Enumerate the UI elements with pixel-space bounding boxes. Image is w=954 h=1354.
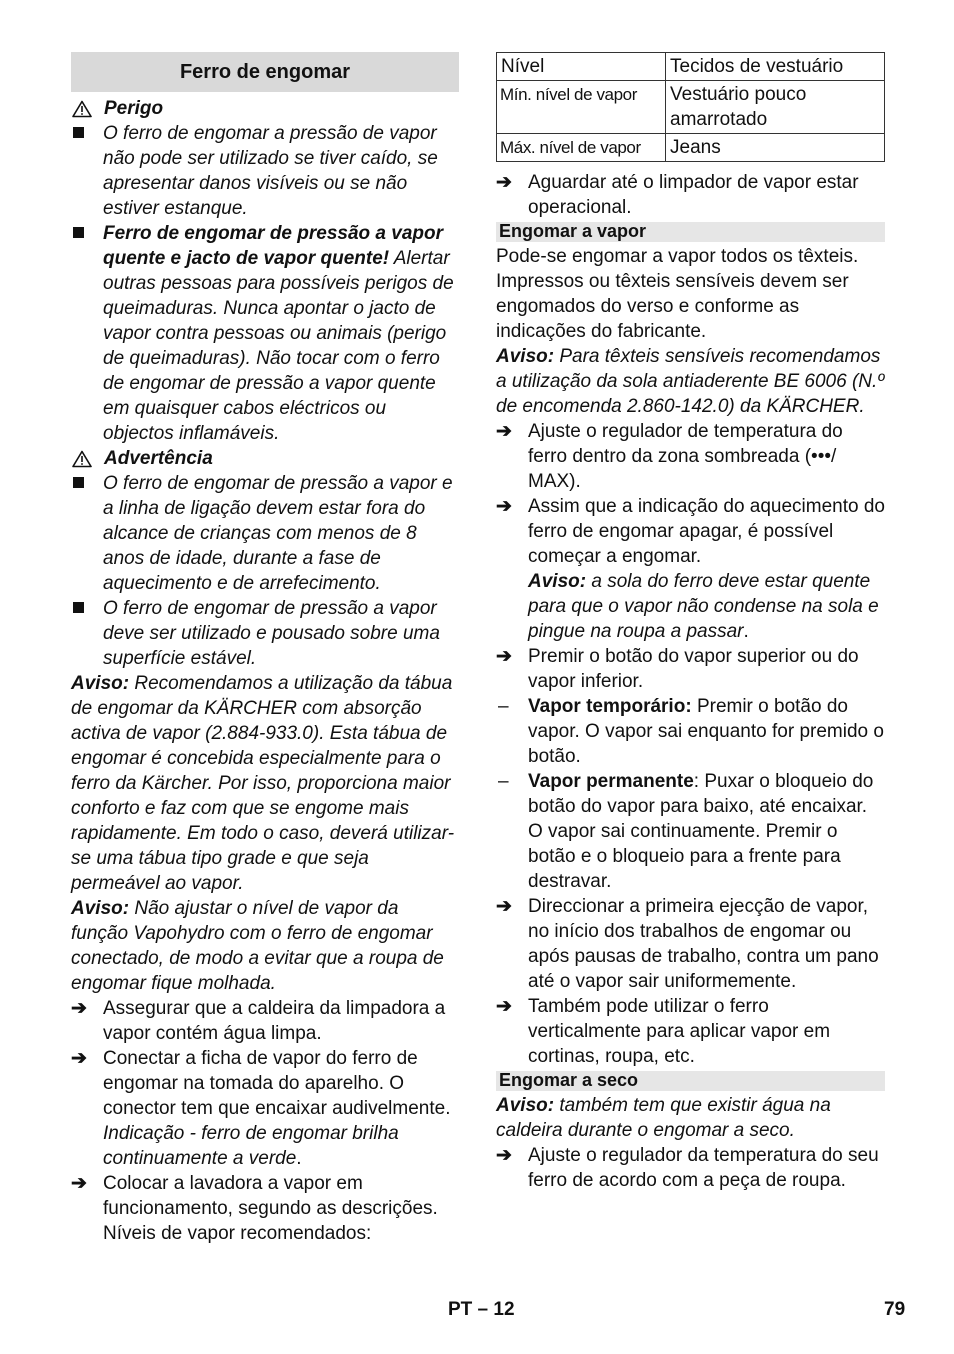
step-5-text: Ajuste o regulador de temperatura do ferro dentro da zona sombreada (•••/ MAX). xyxy=(528,421,843,492)
danger-heading-text: Perigo xyxy=(104,98,164,119)
option-permanent-text xyxy=(528,769,885,894)
danger-heading xyxy=(71,96,459,121)
arrow-right-icon: ➔ xyxy=(496,496,512,517)
section-title: Ferro de engomar xyxy=(71,52,459,92)
table-cell: Máx. nível de vapor xyxy=(497,134,666,162)
note-dry-ironing xyxy=(496,1093,885,1143)
note-sole xyxy=(496,344,885,419)
table-row xyxy=(497,81,885,134)
note-text: a sola do ferro deve estar quente para que o vapor não condense na sola e pingue na roupa a passar xyxy=(528,571,879,642)
step-6-end: . xyxy=(743,621,749,642)
note-vapohydro xyxy=(71,896,459,996)
warning-heading xyxy=(71,446,459,471)
table-cell: Jeans xyxy=(666,134,885,162)
step-9-text: Também pode utilizar o ferro verticalmente para aplicar vapor em cortinas, roupa, etc. xyxy=(528,996,831,1067)
note-label: Aviso: xyxy=(71,898,130,919)
step-2-main: Conectar a ficha de vapor do ferro de engomar na tomada do aparelho. O conector tem que encaixar audivelmente. xyxy=(103,1048,451,1119)
table-header-level: Nível xyxy=(497,53,666,81)
note-label: Aviso: xyxy=(528,571,587,592)
subheading-steam-ironing: Engomar a vapor xyxy=(496,222,885,242)
footer-page-label: PT – 12 xyxy=(448,1299,515,1320)
arrow-right-icon: ➔ xyxy=(496,1145,512,1166)
danger-item-1-text: O ferro de engomar a pressão de vapor não pode ser utilizado se tiver caído, se apresentar danos visíveis ou se não estiver estanque. xyxy=(103,123,438,219)
footer-page-number: 79 xyxy=(884,1299,906,1320)
warning-triangle-icon xyxy=(72,100,92,118)
option-text: : Puxar o bloqueio do botão do vapor para baixo, até encaixar. O vapor sai continuamente. Premir o botão e o bloqueio para a frente para destravar. xyxy=(528,771,874,892)
note-text: também tem que existir água na caldeira durante o engomar a seco. xyxy=(496,1095,831,1141)
dash-bullet: – xyxy=(498,696,509,717)
right-column xyxy=(496,52,885,1193)
arrow-right-icon: ➔ xyxy=(71,1173,87,1194)
option-temporary-steam xyxy=(496,694,885,769)
subheading-dry-ironing: Engomar a seco xyxy=(496,1071,885,1091)
step-2-end: . xyxy=(296,1148,302,1169)
table-row xyxy=(497,134,885,162)
option-label: Vapor permanente xyxy=(528,771,694,792)
step-1-text: Assegurar que a caldeira da limpadora a vapor contém água limpa. xyxy=(103,998,446,1044)
step-2-indication: Indicação - ferro de engomar brilha continuamente a verde xyxy=(103,1123,399,1169)
note-text: Para têxteis sensíveis recomendamos a utilização da sola antiaderente BE 6006 (N.º de encomenda 2.860-142.0) da KÄRCHER. xyxy=(496,346,885,417)
warning-item-1-text: O ferro de engomar de pressão a vapor e a linha de ligação devem estar fora do alcance de crianças com menos de 8 anos de idade, durante a fase de aquecimento e de arrefecimento. xyxy=(103,473,453,594)
step-6-text xyxy=(528,494,885,644)
option-text: Premir o botão do vapor. O vapor sai enquanto for premido o botão. xyxy=(528,696,884,767)
step-6-note xyxy=(528,571,879,642)
warning-item-1 xyxy=(71,471,459,596)
square-bullet-icon xyxy=(71,121,103,221)
option-label: Vapor temporário: xyxy=(528,696,692,717)
step-7 xyxy=(496,644,885,694)
step-2 xyxy=(71,1046,459,1171)
arrow-right-icon: ➔ xyxy=(496,996,512,1017)
table-cell: Vestuário pouco amarrotado xyxy=(666,81,885,134)
step-7-text: Premir o botão do vapor superior ou do vapor inferior. xyxy=(528,646,859,692)
option-permanent-steam xyxy=(496,769,885,894)
table-cell: Mín. nível de vapor xyxy=(497,81,666,134)
arrow-right-icon: ➔ xyxy=(496,646,512,667)
square-bullet-icon xyxy=(71,221,103,446)
step-1 xyxy=(71,996,459,1046)
table-header-fabrics: Tecidos de vestuário xyxy=(666,53,885,81)
warning-item-2-text: O ferro de engomar de pressão a vapor deve ser utilizado e pousado sobre uma superfície estável. xyxy=(103,598,440,669)
step-10-text: Ajuste o regulador da temperatura do seu ferro de acordo com a peça de roupa. xyxy=(528,1145,879,1191)
left-column xyxy=(71,52,459,1246)
dash-bullet: – xyxy=(498,771,509,792)
step-9 xyxy=(496,994,885,1069)
table-header-row xyxy=(497,53,885,81)
step-4-text: Aguardar até o limpador de vapor estar operacional. xyxy=(528,172,859,218)
step-2-text xyxy=(103,1046,459,1171)
step-8-text: Direccionar a primeira ejecção de vapor, no início dos trabalhos de engomar ou após pausas de trabalho, contra um pano até o vapor sair uniformemente. xyxy=(528,896,879,992)
note-label: Aviso: xyxy=(496,346,555,367)
note-label: Aviso: xyxy=(496,1095,555,1116)
arrow-right-icon: ➔ xyxy=(71,998,87,1019)
step-8 xyxy=(496,894,885,994)
step-4 xyxy=(496,170,885,220)
danger-item-2 xyxy=(71,221,459,446)
warning-triangle-icon xyxy=(72,450,92,468)
note-ironing-board xyxy=(71,671,459,896)
step-6 xyxy=(496,494,885,644)
note-label: Aviso: xyxy=(71,673,130,694)
danger-item-2-bold: Ferro de engomar de pressão a vapor quente e jacto de vapor quente! xyxy=(103,223,444,269)
square-bullet-icon xyxy=(71,471,103,596)
arrow-right-icon: ➔ xyxy=(496,172,512,193)
danger-item-2-rest: Alertar outras pessoas para possíveis perigos de queimaduras. Nunca apontar o jacto de vapor contra pessoas ou animais (perigo de queimaduras). Não tocar com o ferro de engomar de pressão a vapor quente em quaisquer cabos eléctricos ou objectos inflamáveis. xyxy=(103,248,454,444)
step-3-text: Colocar a lavadora a vapor em funcionamento, segundo as descrições. Níveis de vapor recomendados: xyxy=(103,1173,438,1244)
step-3 xyxy=(71,1171,459,1246)
step-5 xyxy=(496,419,885,494)
square-bullet-icon xyxy=(71,596,103,671)
steam-ironing-paragraph: Pode-se engomar a vapor todos os têxteis. Impressos ou têxteis sensíveis devem ser engomados do verso e conforme as indicações do fabricante. xyxy=(496,246,859,342)
arrow-right-icon: ➔ xyxy=(71,1048,87,1069)
note-text: Recomendamos a utilização da tábua de engomar da KÄRCHER com absorção activa de vapor (2.884-933.0). Esta tábua de engomar é concebida especialmente para o ferro da Kärcher. Por isso, proporciona maior conforto e faz com que se engome mais rapidamente. Em todo o caso, deverá utilizar-se uma tábua tipo grade e que seja permeável ao vapor. xyxy=(71,673,455,894)
step-6-main: Assim que a indicação do aquecimento do ferro de engomar apagar, é possível começar a engomar. xyxy=(528,496,886,567)
warning-heading-text: Advertência xyxy=(104,448,213,469)
option-temporary-text xyxy=(528,694,885,769)
note-text: Não ajustar o nível de vapor da função Vapohydro com o ferro de engomar conectado, de modo a evitar que a roupa de engomar fique molhada. xyxy=(71,898,444,994)
danger-item-2-text xyxy=(103,221,459,446)
step-10 xyxy=(496,1143,885,1193)
warning-item-2 xyxy=(71,596,459,671)
arrow-right-icon: ➔ xyxy=(496,896,512,917)
steam-level-table xyxy=(496,52,885,162)
danger-item-1 xyxy=(71,121,459,221)
arrow-right-icon: ➔ xyxy=(496,421,512,442)
